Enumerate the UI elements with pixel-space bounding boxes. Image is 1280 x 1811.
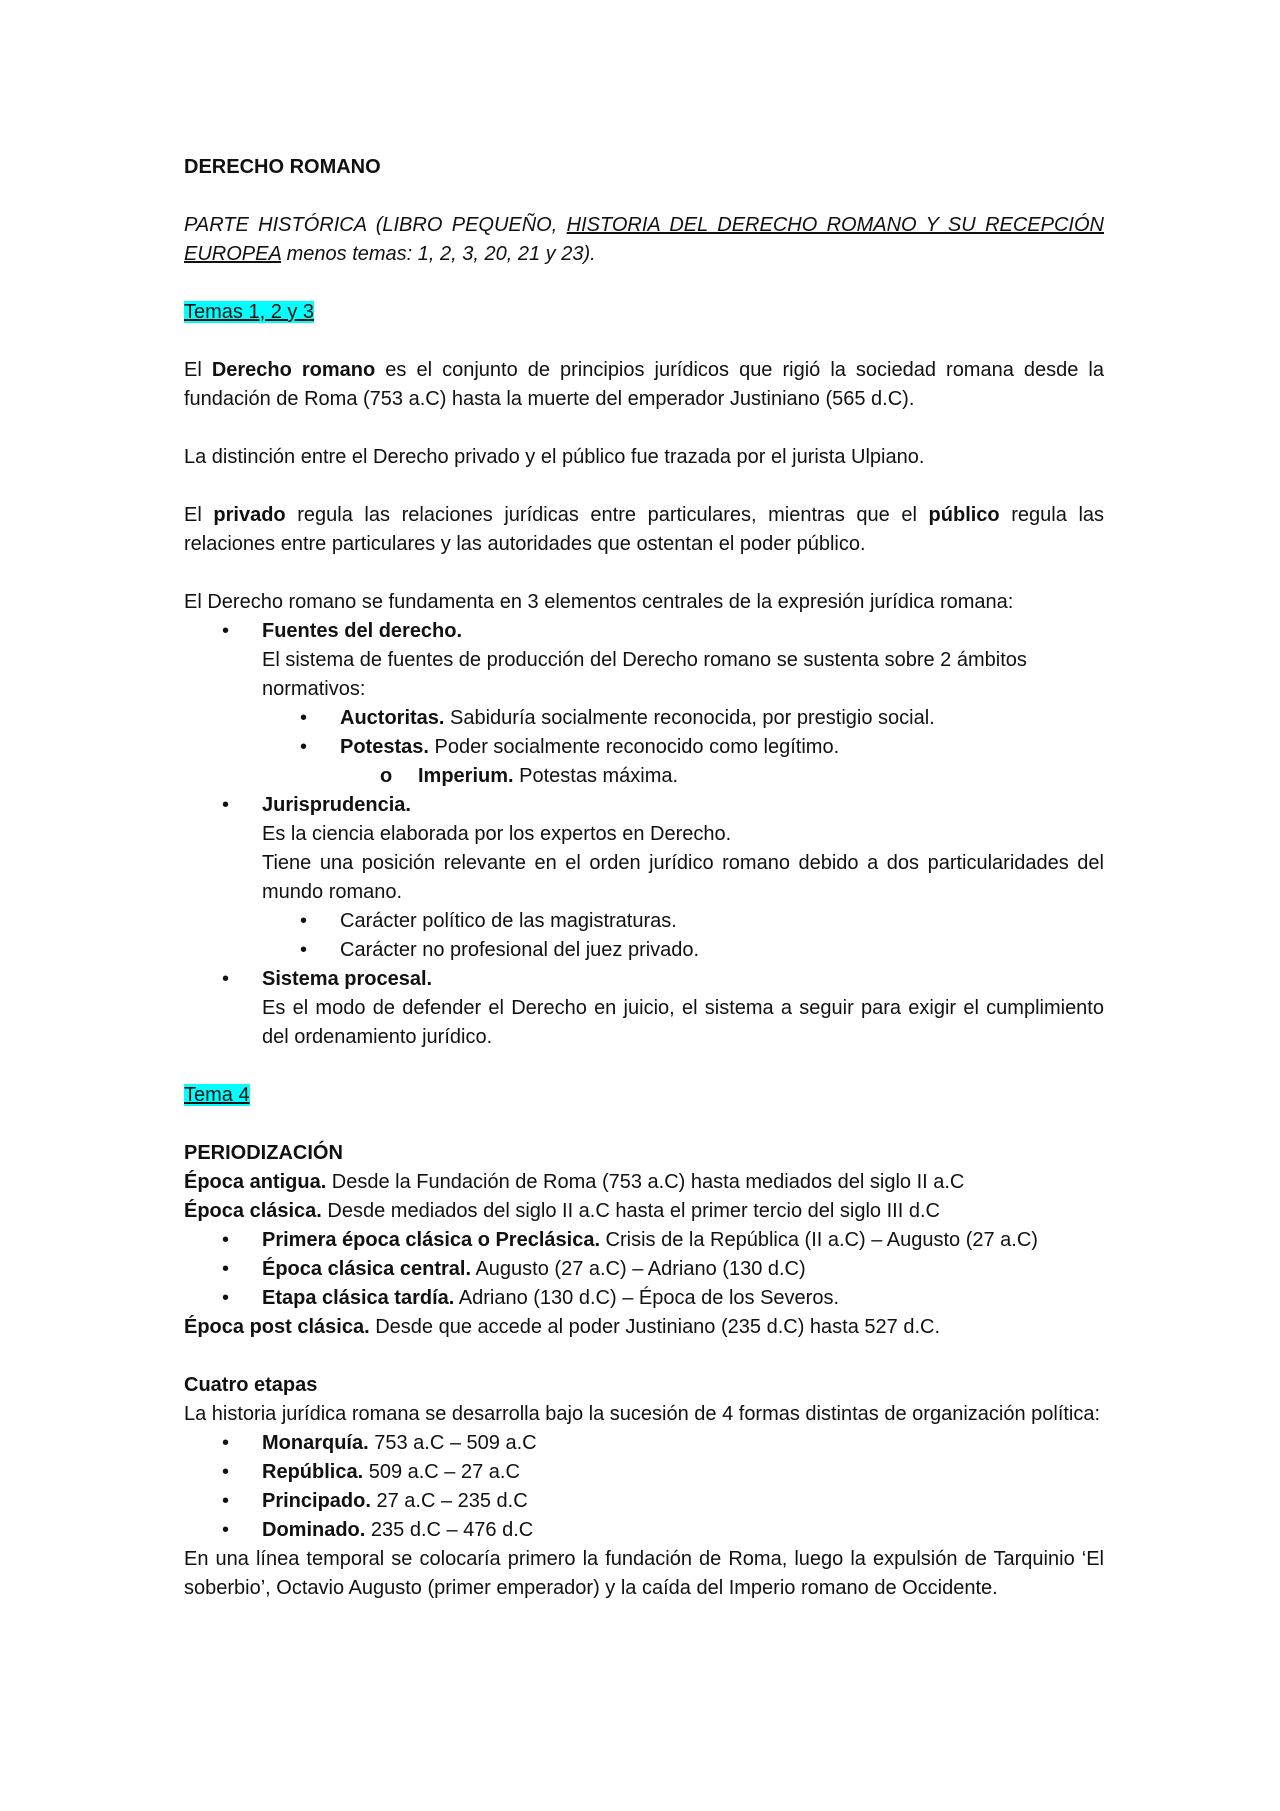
etapas-list: [184, 1429, 1104, 1545]
bullet-icon: •: [300, 736, 308, 758]
bullet-icon: •: [222, 794, 230, 816]
bullet-icon: •: [222, 1287, 230, 1309]
intro-book-title: HISTORIA DEL DERECHO ROMANO Y SU RECEPCIÓN EUROPEA: [184, 214, 1104, 265]
intro-suffix: menos temas: 1, 2, 3, 20, 21 y 23).: [281, 243, 596, 265]
paragraph-distincion: La distinción entre el Derecho privado y el público fue trazada por el jurista Ulpiano.: [184, 446, 925, 468]
list-item-caracter-politico: • Carácter político de las magistraturas.: [184, 907, 1104, 936]
list-item-caracter-no-profesional: • Carácter no profesional del juez privado.: [184, 936, 1104, 965]
list-item: • Etapa clásica tardía. Adriano (130 d.C) – Época de los Severos.: [184, 1284, 1104, 1313]
clasica-list: [184, 1226, 1104, 1313]
list-item: • Dominado. 235 d.C – 476 d.C: [184, 1516, 1104, 1545]
bullet-icon: •: [300, 707, 308, 729]
bullet-icon: •: [222, 1229, 230, 1251]
section-heading-tema-4: Tema 4: [184, 1084, 250, 1106]
list-item-jurisprudencia: • Jurisprudencia. Es la ciencia elaborada por los expertos en Derecho. Tiene una posición relevante en el orden jurídico romano debido a dos particularidades del mundo romano.: [184, 791, 1104, 907]
bullet-icon: •: [300, 910, 308, 932]
bullet-icon: •: [222, 1490, 230, 1512]
document-body: [184, 153, 1104, 1603]
bullet-icon: •: [222, 1258, 230, 1280]
list-item-sistema-procesal: • Sistema procesal. Es el modo de defender el Derecho en juicio, el sistema a seguir para exigir el cumplimiento del ordenamiento jurídico.: [184, 965, 1104, 1052]
list-item-auctoritas: • Auctoritas. Sabiduría socialmente reconocida, por prestigio social.: [184, 704, 1104, 733]
document-title: DERECHO ROMANO: [184, 156, 381, 178]
intro-prefix: PARTE HISTÓRICA (LIBRO PEQUEÑO,: [184, 214, 567, 236]
periodizacion-title: PERIODIZACIÓN: [184, 1142, 343, 1164]
epoca-antigua: Época antigua. Desde la Fundación de Roma (753 a.C) hasta mediados del siglo II a.C: [184, 1171, 965, 1193]
list-item: • Principado. 27 a.C – 235 d.C: [184, 1487, 1104, 1516]
paragraph-privado-publico: El privado regula las relaciones jurídicas entre particulares, mientras que el público regula las relaciones entre particulares y las autoridades que ostentan el poder público.: [184, 504, 1105, 555]
list-item-fuentes: • Fuentes del derecho. El sistema de fuentes de producción del Derecho romano se sustenta sobre 2 ámbitos normativos:: [184, 617, 1104, 704]
paragraph-derecho-romano: El Derecho romano es el conjunto de principios jurídicos que rigió la sociedad romana desde la fundación de Roma (753 a.C) hasta la muerte del emperador Justiniano (565 d.C).: [184, 359, 1104, 410]
list-item: • Monarquía. 753 a.C – 509 a.C: [184, 1429, 1104, 1458]
etapas-paragraph: La historia jurídica romana se desarrolla bajo la sucesión de 4 formas distintas de organización política:: [184, 1403, 1101, 1425]
list-item: • Primera época clásica o Preclásica. Crisis de la República (II a.C) – Augusto (27 a.C): [184, 1226, 1104, 1255]
list-item-imperium: o Imperium. Potestas máxima.: [184, 762, 1104, 791]
bullet-icon: •: [222, 1432, 230, 1454]
section-heading-temas-1-2-3: Temas 1, 2 y 3: [184, 301, 315, 323]
bullet-icon: •: [222, 1461, 230, 1483]
epoca-post-clasica: Época post clásica. Desde que accede al poder Justiniano (235 d.C) hasta 527 d.C.: [184, 1316, 941, 1338]
bullet-icon: •: [222, 1519, 230, 1541]
circle-bullet-icon: o: [380, 765, 393, 787]
elementos-list: [184, 617, 1104, 1052]
list-item: • Época clásica central. Augusto (27 a.C) – Adriano (130 d.C): [184, 1255, 1104, 1284]
bullet-icon: •: [300, 939, 308, 961]
paragraph-elementos: El Derecho romano se fundamenta en 3 elementos centrales de la expresión jurídica romana:: [184, 591, 1014, 613]
list-item: • República. 509 a.C – 27 a.C: [184, 1458, 1104, 1487]
epoca-clasica: Época clásica. Desde mediados del siglo II a.C hasta el primer tercio del siglo III d.C: [184, 1200, 940, 1222]
timeline-paragraph: En una línea temporal se colocaría primero la fundación de Roma, luego la expulsión de Tarquinio ‘El soberbio’, Octavio Augusto (primer emperador) y la caída del Imperio romano de Occidente.: [184, 1548, 1104, 1599]
list-item-potestas: • Potestas. Poder socialmente reconocido como legítimo.: [184, 733, 1104, 762]
cuatro-etapas-title: Cuatro etapas: [184, 1374, 318, 1396]
bullet-icon: •: [222, 620, 230, 642]
intro-paragraph: [184, 211, 1104, 269]
bullet-icon: •: [222, 968, 230, 990]
